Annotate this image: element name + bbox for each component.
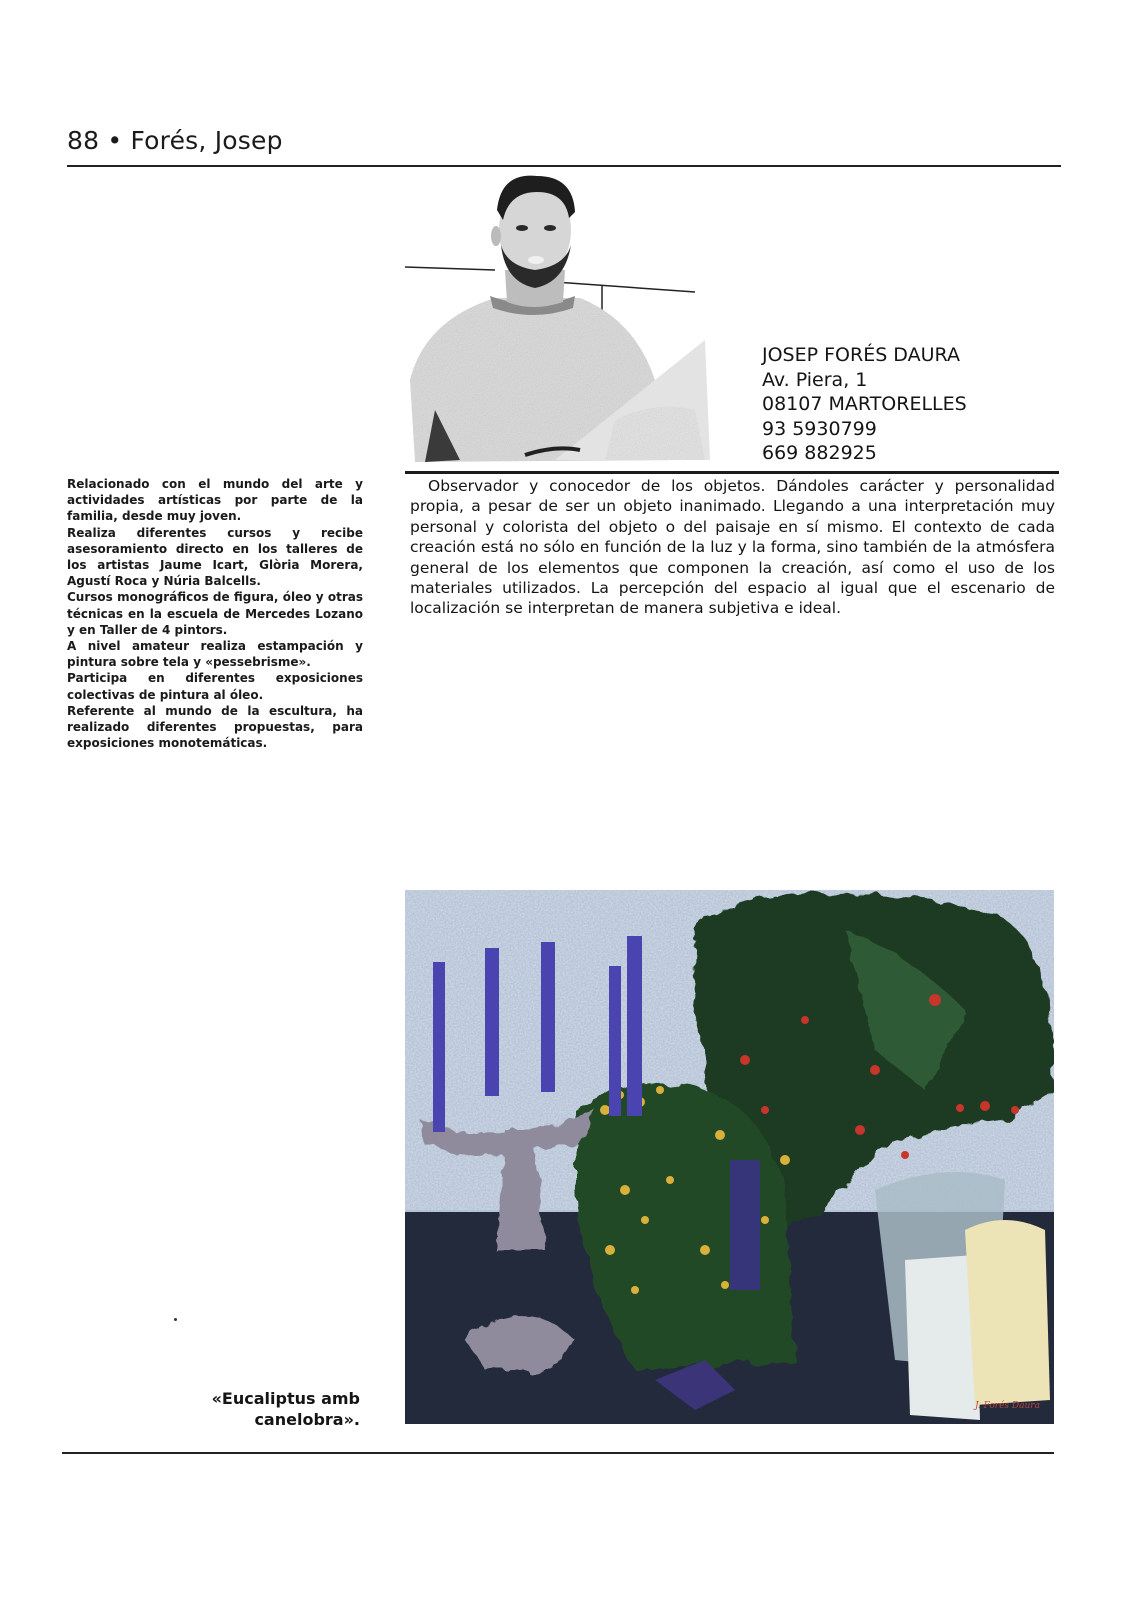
stray-dot (174, 1318, 177, 1321)
contact-city: 08107 MARTORELLES (762, 393, 967, 415)
bottom-rule (62, 1452, 1054, 1454)
artwork-caption (200, 1388, 360, 1430)
contact-block (762, 343, 967, 466)
bio-paragraph: Cursos monográficos de figura, óleo y otras técnicas en la escuela de Mercedes Lozano y en Taller de 4 pintors. (67, 590, 363, 637)
artist-statement (410, 476, 1055, 619)
bio-paragraph: Participa en diferentes exposiciones colectivas de pintura al óleo. (67, 671, 363, 702)
statement-text: Observador y conocedor de los objetos. Dándoles carácter y personalidad propia, a pesar de ser un objeto inanimado. Llegando a una interpretación muy personal y colorista del objeto o del paisaje en sí mismo. El contexto de cada creación está no sólo en función de la luz y la forma, sino también de la atmósfera general de los elementos que componen la creación, así como el uso de los materiales utilizados. La percepción del espacio al igual que el escenario de localización se interpretan de manera subjetiva e ideal. (410, 477, 1055, 618)
bio-paragraph: A nivel amateur realiza estampación y pintura sobre tela y «pessebrisme». (67, 639, 363, 670)
bio-paragraph: Referente al mundo de la escultura, ha realizado diferentes propuestas, para exposiciones monotemáticas. (67, 703, 363, 751)
artist-name-header: Forés, Josep (130, 126, 283, 155)
bio-paragraph: Relacionado con el mundo del arte y actividades artísticas por parte de la familia, desde muy joven. (67, 477, 363, 524)
contact-name: JOSEP FORÉS DAURA (762, 344, 960, 366)
contact-mobile: 669 882925 (762, 442, 877, 464)
header-separator: • (107, 126, 123, 155)
contact-phone: 93 5930799 (762, 417, 877, 440)
page-number: 88 (67, 126, 100, 155)
painting-eucaliptus-amb-canelobra (405, 890, 1054, 1424)
page-header (67, 126, 283, 155)
top-rule (67, 165, 1061, 167)
biography-column (67, 476, 363, 751)
caption-line-2: canelobra». (254, 1410, 360, 1429)
artist-portrait-photo (405, 170, 710, 468)
caption-line-1: «Eucaliptus amb (211, 1389, 360, 1408)
painting-signature: J. Forés Daura (975, 1401, 1040, 1411)
bio-paragraph: Realiza diferentes cursos y recibe asesoramiento directo en los talleres de los artistas Jaume Icart, Glòria Morera, Agustí Roca y Núria Balcells. (67, 525, 363, 589)
photo-rule (405, 471, 1059, 474)
contact-address: Av. Piera, 1 (762, 368, 868, 391)
